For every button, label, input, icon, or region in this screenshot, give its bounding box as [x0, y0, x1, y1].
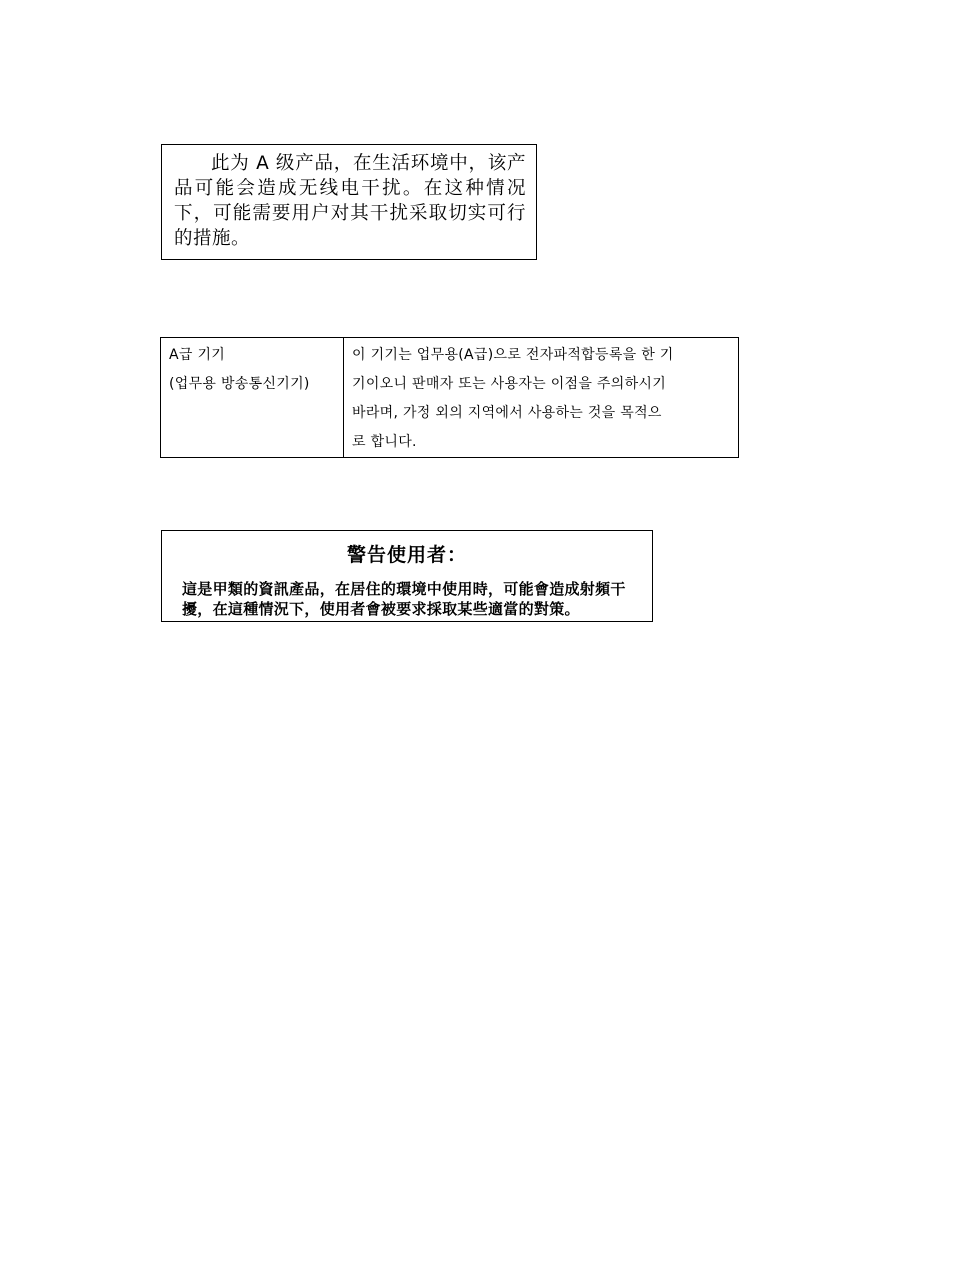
korea-notice-line: 이 기기는 업무용(A급)으로 전자파적합등록을 한 기 [352, 347, 674, 363]
taiwan-warning-text: 這是甲類的資訊產品，在居住的環境中使用時，可能會造成射頻干擾，在這種情況下，使用者會被要求採取某些適當的對策。 [182, 580, 626, 618]
korea-notice-row [161, 338, 739, 458]
korea-class-a-notice-table [160, 337, 739, 458]
korea-notice-text-cell [344, 338, 739, 458]
china-class-a-notice [161, 144, 537, 260]
korea-device-class-cell [161, 338, 344, 458]
korea-notice-line: 기이오니 판매자 또는 사용자는 이점을 주의하시기 [352, 376, 667, 392]
china-notice-text: 此为 A 级产品，在生活环境中，该产品可能会造成无线电干扰。在这种情况下，可能需要用户对其干扰采取切实可行的措施。 [174, 153, 526, 249]
taiwan-class-a-warning [161, 530, 653, 622]
korea-device-class-sublabel: (업무용 방송통신기기) [169, 376, 310, 392]
korea-notice-line: 로 합니다. [352, 434, 417, 450]
korea-device-class-label: A급 기기 [169, 347, 226, 363]
taiwan-warning-title: 警告使用者： [346, 544, 467, 566]
korea-notice-line: 바라며, 가정 외의 지역에서 사용하는 것을 목적으 [352, 405, 662, 421]
